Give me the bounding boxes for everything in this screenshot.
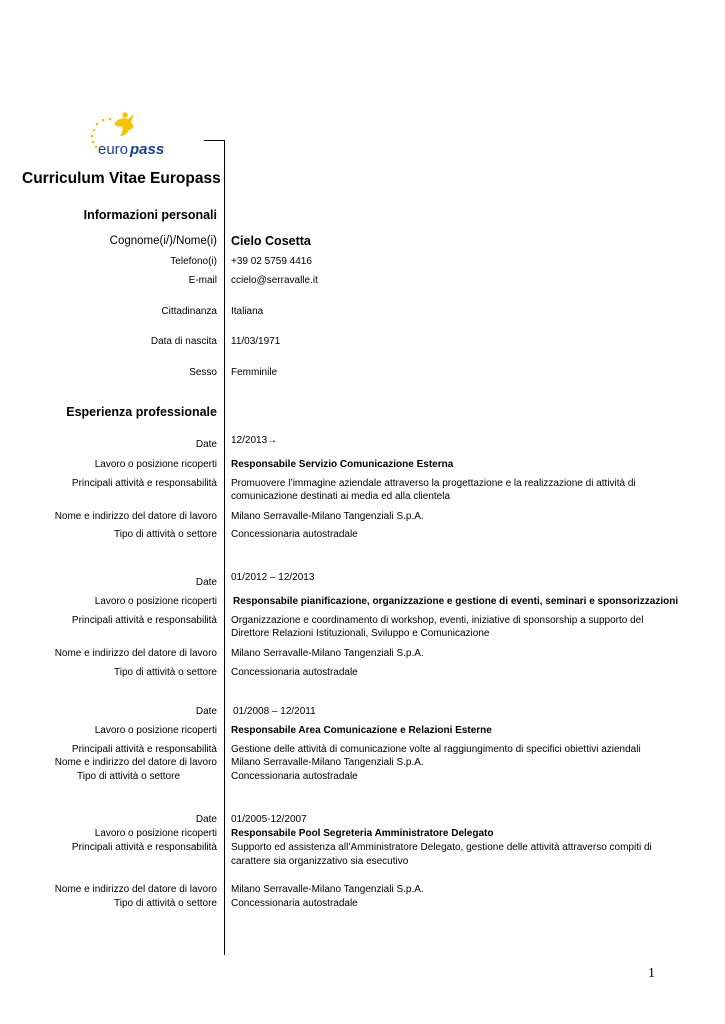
entry-activities-line1: Organizzazione e coordinamento di workshop, eventi, iniziative di sponsorship a supporto del <box>231 615 644 626</box>
birth-label: Data di nascita <box>150 336 217 347</box>
entry-activities-line2: Direttore Relazioni Istituzionali, Sviluppo e Comunicazione <box>231 628 490 639</box>
entry-position: Responsabile Pool Segreteria Amministratore Delegato <box>231 828 494 839</box>
entry-activities-line2: carattere sia organizzativo sia esecutivo <box>231 856 409 867</box>
entry-position: Responsabile Area Comunicazione e Relazioni Esterne <box>231 725 492 736</box>
person-name: Cielo Cosetta <box>231 234 311 248</box>
sector-label: Tipo di attività o settore <box>113 898 217 909</box>
sector-label: Tipo di attività o settore <box>113 529 217 540</box>
entry-activities-line1: Promuovere l’immagine aziendale attraverso la progettazione e la realizzazione di attività di <box>231 478 636 489</box>
employer-label: Nome e indirizzo del datore di lavoro <box>54 511 217 522</box>
activities-label: Principali attività e responsabilità <box>71 842 217 853</box>
citizenship-label: Cittadinanza <box>161 306 217 317</box>
sector-label: Tipo di attività o settore <box>113 667 217 678</box>
sex-label: Sesso <box>189 367 217 378</box>
section-heading-personal: Informazioni personali <box>83 208 217 222</box>
entry-employer: Milano Serravalle-Milano Tangenziali S.p.A. <box>231 648 424 659</box>
page-number: 1 <box>648 966 655 981</box>
entry-sector: Concessionaria autostradale <box>231 771 358 782</box>
date-label: Date <box>195 439 217 450</box>
employer-label: Nome e indirizzo del datore di lavoro <box>54 884 217 895</box>
entry-sector: Concessionaria autostradale <box>231 898 358 909</box>
sex-value: Femminile <box>231 367 278 378</box>
logo-pass-text: pass <box>130 141 165 158</box>
employer-label: Nome e indirizzo del datore di lavoro <box>54 648 217 659</box>
name-label: Cognome(i/)/Nome(i) <box>109 235 217 247</box>
position-label: Lavoro o posizione ricoperti <box>94 459 217 470</box>
position-label: Lavoro o posizione ricoperti <box>94 828 217 839</box>
entry-sector: Concessionaria autostradale <box>231 667 358 678</box>
divider-vertical <box>224 140 225 955</box>
entry-sector: Concessionaria autostradale <box>231 529 358 540</box>
entry-position: Responsabile Servizio Comunicazione Esterna <box>231 459 454 470</box>
entry-employer: Milano Serravalle-Milano Tangenziali S.p.A. <box>231 511 424 522</box>
email-value: ccielo@serravalle.it <box>231 275 318 286</box>
sector-label: Tipo di attività o settore <box>77 771 181 782</box>
entry-date: 01/2012 – 12/2013 <box>231 572 315 583</box>
entry-activities-line2: comunicazione destinati ai media ed alla clientela <box>231 491 451 502</box>
date-label: Date <box>195 577 217 588</box>
citizenship-value: Italiana <box>231 306 264 317</box>
entry-date: 01/2008 – 12/2011 <box>233 706 316 717</box>
phone-value: +39 02 5759 4416 <box>231 256 312 267</box>
logo-euro-text: euro <box>98 141 129 158</box>
employer-label: Nome e indirizzo del datore di lavoro <box>54 757 217 768</box>
activities-label: Principali attività e responsabilità <box>71 615 217 626</box>
entry-date: 01/2005-12/2007 <box>231 814 307 825</box>
entry-employer: Milano Serravalle-Milano Tangenziali S.p.A. <box>231 884 424 895</box>
entry-position: Responsabile pianificazione, organizzazione e gestione di eventi, seminari e sponsorizzazioni <box>233 596 679 607</box>
document-title: Curriculum Vitae Europass <box>22 170 221 187</box>
activities-label: Principali attività e responsabilità <box>71 744 217 755</box>
section-heading-experience: Esperienza professionale <box>66 405 217 419</box>
entry-activities-line1: Gestione delle attività di comunicazione volte al raggiungimento di specifici obiettivi aziendali <box>231 744 641 755</box>
entry-employer: Milano Serravalle-Milano Tangenziali S.p.A. <box>231 757 424 768</box>
phone-label: Telefono(i) <box>170 256 217 267</box>
entry-date: 12/2013→ <box>231 435 278 446</box>
entry-activities-line1: Supporto ed assistenza all’Amministratore Delegato, gestione delle attività attraverso compiti di <box>231 842 652 853</box>
position-label: Lavoro o posizione ricoperti <box>94 725 217 736</box>
divider-top <box>204 140 225 141</box>
date-label: Date <box>195 814 217 825</box>
activities-label: Principali attività e responsabilità <box>71 478 217 489</box>
date-label: Date <box>195 706 217 717</box>
email-label: E-mail <box>188 275 217 286</box>
position-label: Lavoro o posizione ricoperti <box>94 596 217 607</box>
birth-value: 11/03/1971 <box>231 336 281 347</box>
europass-logo <box>84 110 174 160</box>
